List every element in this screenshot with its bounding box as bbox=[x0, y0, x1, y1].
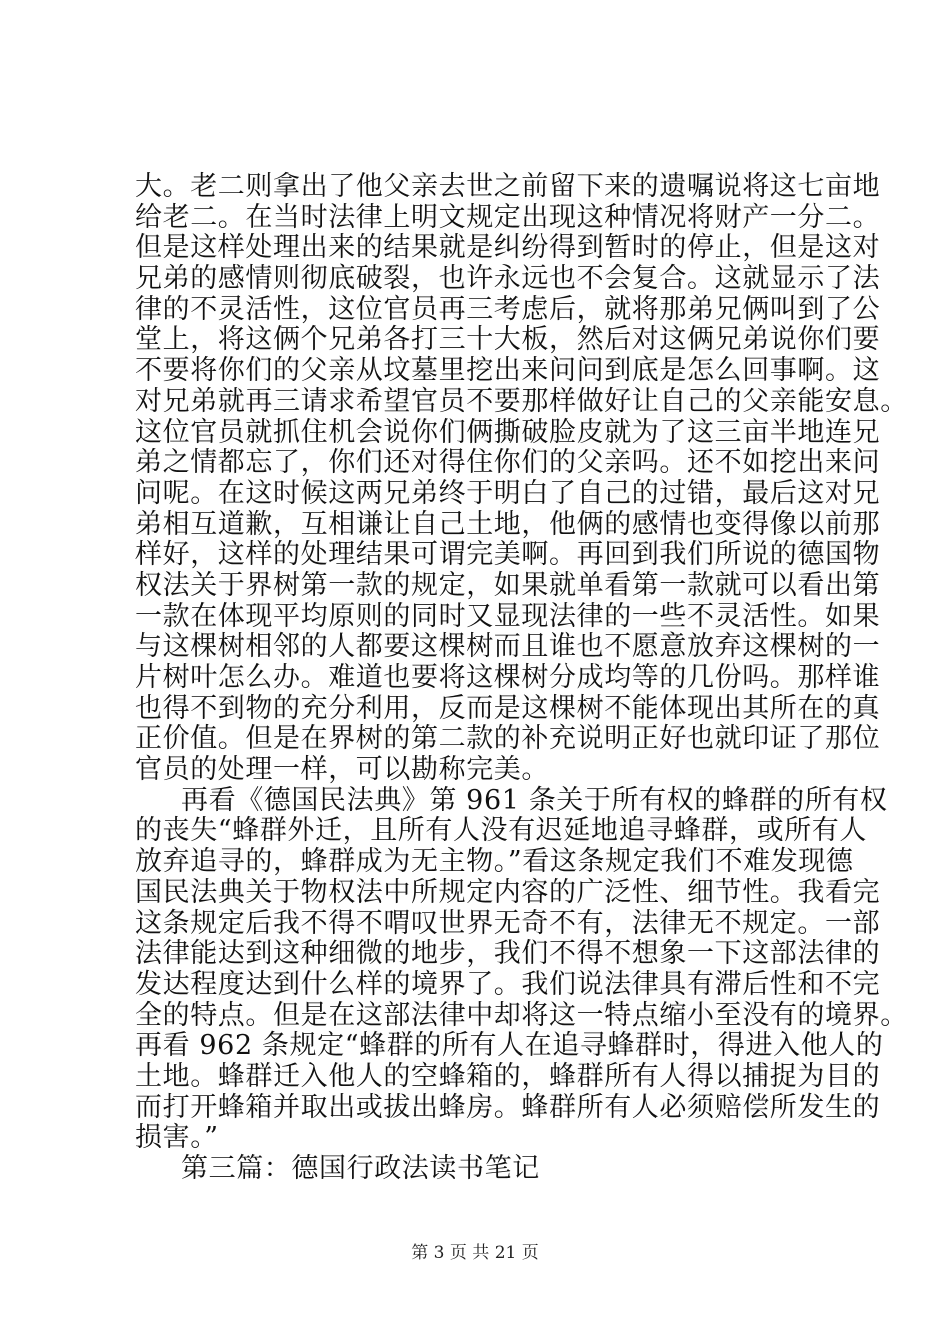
text-line: 问呢。在这时候这两兄弟终于明白了自己的过错，最后这对兄 bbox=[135, 477, 881, 509]
text-line: 土地。蜂群迁入他人的空蜂箱的，蜂群所有人得以捕捉为目的 bbox=[135, 1060, 881, 1092]
text-line: 发达程度达到什么样的境界了。我们说法律具有滞后性和不完 bbox=[135, 968, 881, 1000]
text-line: 也得不到物的充分利用，反而是这棵树不能体现出其所在的真 bbox=[135, 692, 881, 724]
text-line: 损害。” bbox=[135, 1122, 219, 1154]
text-line: 给老二。在当时法律上明文规定出现这种情况将财产一分二。 bbox=[135, 201, 881, 233]
text-line: 律的不灵活性，这位官员再三考虑后，就将那弟兄俩叫到了公 bbox=[135, 293, 881, 325]
text-line: 法律能达到这种细微的地步，我们不得不想象一下这部法律的 bbox=[135, 938, 881, 970]
text-line: 弟之情都忘了，你们还对得住你们的父亲吗。还不如挖出来问 bbox=[135, 447, 881, 479]
text-line: 对兄弟就再三请求希望官员不要那样做好让自己的父亲能安息。 bbox=[135, 385, 908, 417]
text-line: 再看 962 条规定“蜂群的所有人在追寻蜂群时，得进入他人的 bbox=[135, 1030, 884, 1062]
text-line: 不要将你们的父亲从坟墓里挖出来问问到底是怎么回事啊。这 bbox=[135, 355, 881, 387]
text-line: 兄弟的感情则彻底破裂，也许永远也不会复合。这就显示了法 bbox=[135, 263, 881, 295]
text-line: 的丧失“蜂群外迁，且所有人没有迟延地追寻蜂群，或所有人 bbox=[135, 815, 868, 847]
section-heading: 第三篇：德国行政法读书笔记 bbox=[181, 1153, 540, 1184]
page-number-footer: 第 3 页 共 21 页 bbox=[411, 1243, 539, 1263]
text-line: 样好，这样的处理结果可谓完美啊。再回到我们所说的德国物 bbox=[135, 539, 881, 571]
text-line: 一款在体现平均原则的同时又显现法律的一些不灵活性。如果 bbox=[135, 600, 881, 632]
text-line: 权法关于界树第一款的规定，如果就单看第一款就可以看出第 bbox=[135, 569, 881, 601]
text-line: 而打开蜂箱并取出或拔出蜂房。蜂群所有人必须赔偿所发生的 bbox=[135, 1091, 881, 1123]
body-text bbox=[135, 171, 908, 1185]
text-line: 与这棵树相邻的人都要这棵树而且谁也不愿意放弃这棵树的一 bbox=[135, 631, 881, 663]
text-line: 大。老二则拿出了他父亲去世之前留下来的遗嘱说将这七亩地 bbox=[135, 171, 881, 202]
text-line: 这条规定后我不得不喟叹世界无奇不有，法律无不规定。一部 bbox=[135, 907, 881, 939]
text-line: 官员的处理一样，可以勘称完美。 bbox=[135, 754, 549, 786]
text-line: 正价值。但是在界树的第二款的补充说明正好也就印证了那位 bbox=[135, 723, 881, 755]
text-line: 全的特点。但是在这部法律中却将这一特点缩小至没有的境界。 bbox=[135, 999, 908, 1031]
paragraph-start-line: 再看《德国民法典》第 961 条关于所有权的蜂群的所有权 bbox=[181, 784, 888, 816]
text-line: 放弃追寻的，蜂群成为无主物。”看这条规定我们不难发现德 bbox=[135, 846, 854, 878]
text-line: 片树叶怎么办。难道也要将这棵树分成均等的几份吗。那样谁 bbox=[135, 662, 881, 693]
text-line: 堂上，将这俩个兄弟各打三十大板，然后对这俩兄弟说你们要 bbox=[135, 324, 881, 356]
text-line: 但是这样处理出来的结果就是纠纷得到暂时的停止，但是这对 bbox=[135, 232, 881, 264]
text-line: 弟相互道歉，互相谦让自己土地，他俩的感情也变得像以前那 bbox=[135, 508, 881, 540]
text-line: 这位官员就抓住机会说你们俩撕破脸皮就为了这三亩半地连兄 bbox=[135, 416, 881, 448]
text-line: 国民法典关于物权法中所规定内容的广泛性、细节性。我看完 bbox=[135, 876, 881, 908]
